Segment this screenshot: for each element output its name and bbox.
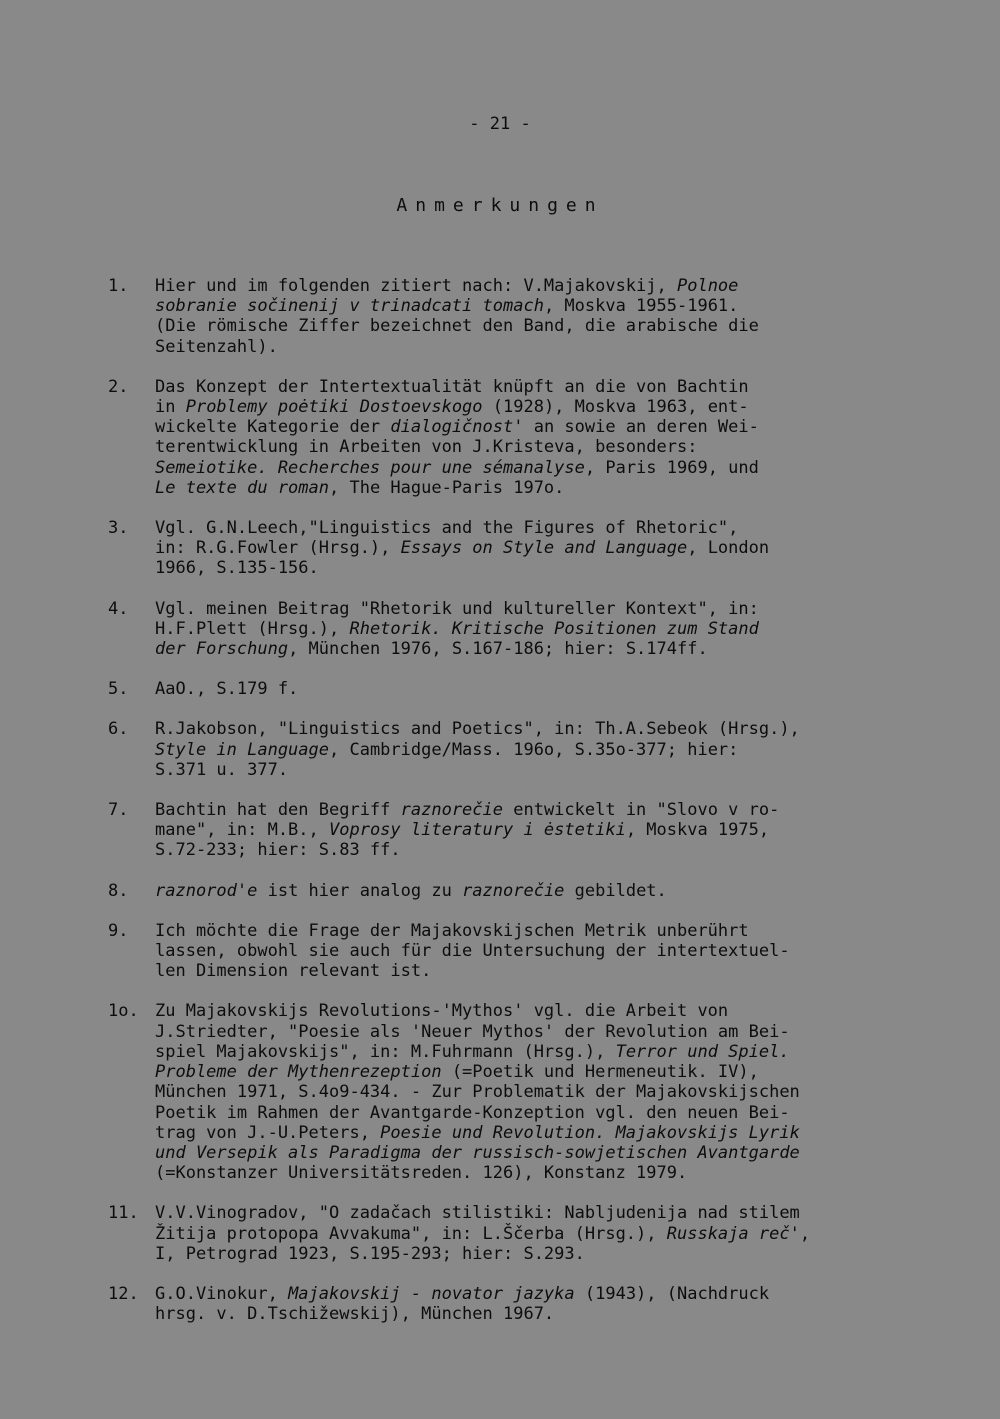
note-number: 6. [108, 719, 129, 740]
note-line [155, 417, 895, 437]
italic-title: raznorečie [400, 800, 503, 821]
text-segment: hrsg. v. D.Tschižewskij), München 1967. [155, 1304, 555, 1325]
note-number: 11. [108, 1203, 139, 1224]
note-text [155, 1284, 895, 1324]
note-text [155, 518, 895, 579]
note-line [155, 1304, 895, 1324]
note-line [155, 619, 895, 639]
text-segment: I, Petrograd 1923, S.195-293; hier: S.293. [155, 1243, 585, 1264]
note-line [155, 820, 895, 840]
note-line [155, 316, 895, 336]
italic-title: Essays on Style and Language [400, 538, 688, 559]
italic-title: Semeiotike. Recherches pour une sémanalyse [155, 457, 585, 478]
note-number: 12. [108, 1283, 139, 1304]
text-segment: in [155, 397, 186, 418]
note-number: 8. [108, 880, 129, 901]
note-line [155, 1103, 895, 1123]
text-segment: AaO., S.179 f. [155, 679, 299, 700]
note-line [155, 639, 895, 659]
note-number: 4. [108, 598, 129, 619]
note-line [155, 558, 895, 578]
note-item [0, 1001, 1000, 1183]
note-line [155, 458, 895, 478]
italic-title: und Versepik als Paradigma der russisch-sowjetischen Avantgarde [155, 1142, 800, 1163]
text-segment: Bachtin hat den Begriff [155, 800, 401, 821]
text-segment: , Moskva 1955-1961. [543, 296, 739, 317]
note-line [155, 1062, 895, 1082]
text-segment: spiel Majakovskijs", in: M.Fuhrmann (Hrsg.), [155, 1041, 616, 1062]
notes-list [0, 276, 1000, 1344]
note-line [155, 397, 895, 417]
note-number: 3. [108, 518, 129, 539]
text-segment: Ich möchte die Frage der Majakovskijschen Metrik unberührt [155, 920, 749, 941]
note-item [0, 518, 1000, 579]
note-item [0, 800, 1000, 861]
note-text [155, 679, 895, 699]
note-item [0, 1284, 1000, 1324]
text-segment: trag von J.-U.Peters, [155, 1122, 381, 1143]
text-segment: V.V.Vinogradov, "O zadačach stilistiki: Nabljudenija nad stilem [155, 1203, 800, 1224]
note-line [155, 1001, 895, 1021]
note-item [0, 881, 1000, 901]
note-text [155, 599, 895, 660]
text-segment: H.F.Plett (Hrsg.), [155, 618, 350, 639]
italic-title: raznorod'e [155, 880, 258, 901]
text-segment: mane", in: M.B., [155, 820, 329, 841]
note-line [155, 760, 895, 780]
text-segment: S.371 u. 377. [155, 759, 289, 780]
text-segment: , Moskva 1975, [625, 820, 770, 841]
italic-title: Polnoe [676, 276, 739, 296]
text-segment: Žitija protopopa Avvakuma", in: L.Ščerba (Hrsg.), [155, 1223, 667, 1244]
text-segment: wickelte Kategorie der [155, 417, 391, 438]
text-segment: (1928), Moskva 1963, ent- [482, 397, 749, 418]
note-line [155, 1284, 895, 1304]
note-line [155, 1244, 895, 1264]
note-text [155, 276, 895, 357]
note-line [155, 840, 895, 860]
text-segment: (Die römische Ziffer bezeichnet den Band, die arabische die [155, 316, 759, 337]
text-segment: G.O.Vinokur, [155, 1283, 289, 1304]
note-line [155, 538, 895, 558]
note-line [155, 437, 895, 457]
note-text [155, 1203, 895, 1264]
italic-title: Probleme der Mythenrezeption [155, 1062, 442, 1083]
note-text [155, 1001, 895, 1183]
note-line [155, 1022, 895, 1042]
note-line [155, 478, 895, 498]
note-line [155, 1042, 895, 1062]
italic-title: Majakovskij - novator jazyka [288, 1283, 575, 1304]
text-segment: Zu Majakovskijs Revolutions-'Mythos' vgl. die Arbeit von [155, 1001, 729, 1022]
italic-title: Le texte du roman [155, 477, 329, 498]
note-item [0, 377, 1000, 498]
text-segment: , The Hague-Paris 197o. [329, 477, 565, 498]
italic-title: sobranie sočinenij v trinadcati tomach [155, 296, 544, 317]
note-number: 9. [108, 920, 129, 941]
text-segment: entwickelt in "Slovo v ro- [503, 800, 780, 821]
text-segment: Vgl. G.N.Leech,"Linguistics and the Figures of Rhetoric", [155, 518, 739, 539]
note-number: 1o. [108, 1001, 139, 1022]
note-line [155, 1163, 895, 1183]
italic-title: Russkaja reč' [666, 1223, 800, 1244]
note-line [155, 276, 895, 296]
text-segment: J.Striedter, "Poesie als 'Neuer Mythos' der Revolution am Bei- [155, 1021, 790, 1042]
page-number: - 21 - [469, 114, 531, 134]
note-number: 1. [108, 276, 129, 296]
text-segment: (=Poetik und Hermeneutik. IV), [441, 1062, 759, 1083]
text-segment: terentwicklung in Arbeiten von J.Kristeva, besonders: [155, 437, 698, 458]
text-segment: S.72-233; hier: S.83 ff. [155, 840, 401, 861]
note-text [155, 921, 895, 982]
note-line [155, 599, 895, 619]
note-text [155, 800, 895, 861]
note-line [155, 941, 895, 961]
note-line [155, 1123, 895, 1143]
note-item [0, 1203, 1000, 1264]
text-segment: München 1971, S.4o9-434. - Zur Problematik der Majakovskijschen [155, 1082, 800, 1103]
note-text [155, 377, 895, 498]
italic-title: Poesie und Revolution. Majakovskijs Lyrik [380, 1122, 800, 1143]
text-segment: Seitenzahl). [155, 336, 278, 357]
text-segment: Das Konzept der Intertextualität knüpft an die von Bachtin [155, 376, 749, 397]
note-line [155, 377, 895, 397]
note-line [155, 518, 895, 538]
text-segment: , Paris 1969, und [584, 457, 759, 478]
note-line [155, 1224, 895, 1244]
text-segment: gebildet. [564, 880, 667, 901]
note-line [155, 740, 895, 760]
italic-title: Voprosy literatury i ėstetiki [329, 820, 626, 841]
note-item [0, 599, 1000, 660]
text-segment: 1966, S.135-156. [155, 558, 319, 579]
note-number: 7. [108, 800, 129, 821]
note-line [155, 679, 895, 699]
note-line [155, 921, 895, 941]
italic-title: Style in Language [155, 739, 329, 760]
text-segment: (=Konstanzer Universitätsreden. 126), Konstanz 1979. [155, 1163, 688, 1184]
note-text [155, 719, 895, 780]
page-heading: Anmerkungen [396, 195, 604, 216]
note-line [155, 337, 895, 357]
note-item [0, 719, 1000, 780]
note-text [155, 881, 895, 901]
note-number: 5. [108, 679, 129, 700]
italic-title: dialogičnost' [390, 417, 524, 438]
note-line [155, 1143, 895, 1163]
italic-title: raznorečie [462, 880, 565, 901]
text-segment: Vgl. meinen Beitrag "Rhetorik und kultureller Kontext", in: [155, 598, 759, 619]
text-segment: an sowie an deren Wei- [523, 417, 759, 438]
note-line [155, 719, 895, 739]
text-segment: , London [687, 538, 770, 559]
text-segment: , München 1976, S.167-186; hier: S.174ff. [288, 639, 708, 660]
italic-title: Problemy poėtiki Dostoevskogo [185, 397, 483, 418]
note-line [155, 1203, 895, 1223]
italic-title: der Forschung [155, 639, 289, 660]
note-line [155, 296, 895, 316]
text-segment: Hier und im folgenden zitiert nach: V.Majakovskij, [155, 276, 677, 296]
text-segment: Poetik im Rahmen der Avantgarde-Konzeption vgl. den neuen Bei- [155, 1102, 790, 1123]
text-segment: , Cambridge/Mass. 196o, S.35o-377; hier: [329, 739, 739, 760]
text-segment: R.Jakobson, "Linguistics and Poetics", in: Th.A.Sebeok (Hrsg.), [155, 719, 800, 740]
italic-title: Terror und Spiel. [615, 1041, 790, 1062]
note-item [0, 679, 1000, 699]
note-line [155, 1082, 895, 1102]
text-segment: , [799, 1223, 811, 1244]
note-line [155, 881, 895, 901]
note-item [0, 276, 1000, 357]
text-segment: (1943), (Nachdruck [574, 1283, 770, 1304]
note-number: 2. [108, 376, 129, 397]
text-segment: in: R.G.Fowler (Hrsg.), [155, 538, 401, 559]
note-item [0, 921, 1000, 982]
note-line [155, 800, 895, 820]
text-segment: ist hier analog zu [257, 880, 463, 901]
text-segment: lassen, obwohl sie auch für die Untersuchung der intertextuel- [155, 941, 790, 962]
note-line [155, 961, 895, 981]
italic-title: Rhetorik. Kritische Positionen zum Stand [349, 618, 759, 639]
text-segment: len Dimension relevant ist. [155, 961, 432, 982]
